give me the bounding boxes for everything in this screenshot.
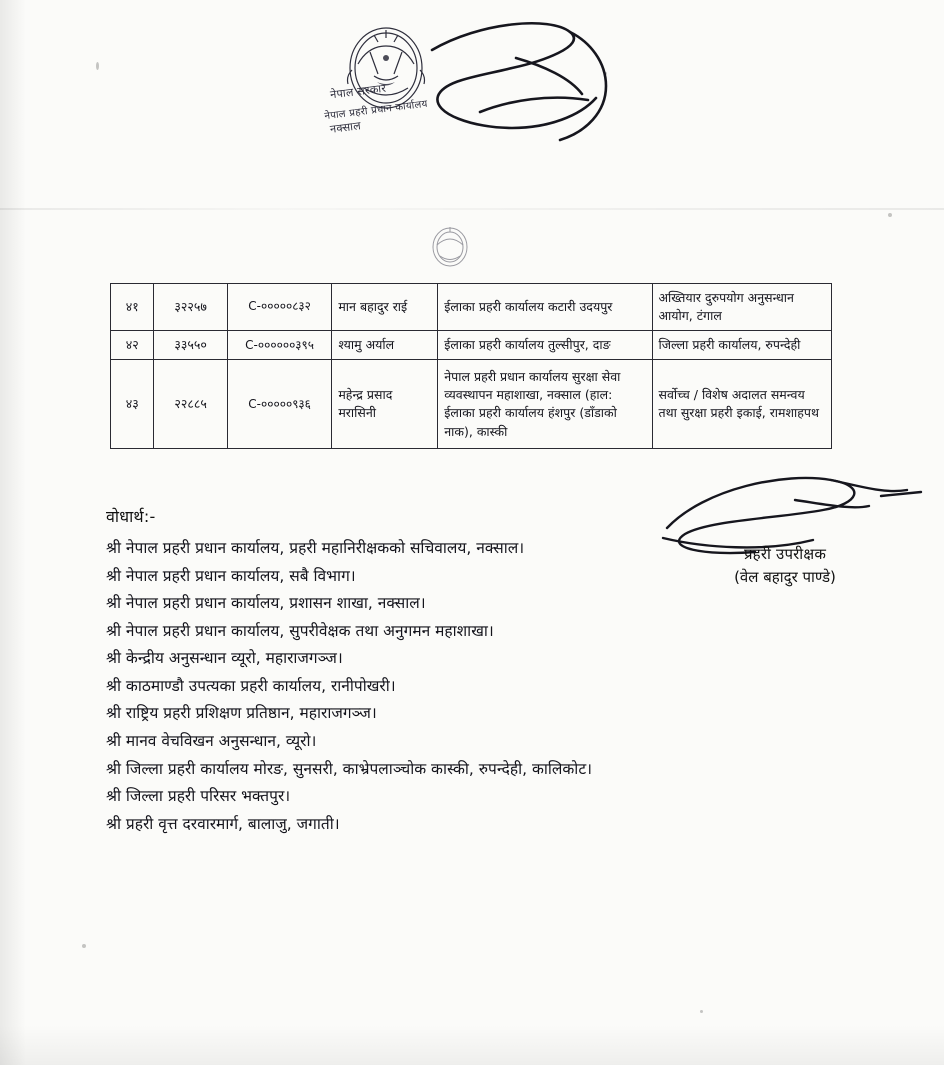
cell-personnel-id: २२८८५ [154, 360, 227, 449]
list-item: श्री काठमाण्डौ उपत्यका प्रहरी कार्यालय, रानीपोखरी। [106, 676, 396, 695]
stamp-line-3: नेपाल प्रहरी प्रधान कार्यालय [323, 98, 429, 123]
scan-speck [888, 213, 892, 217]
page-edge-shading-bottom [0, 1025, 944, 1065]
table-row [111, 284, 832, 331]
cell-destination-office: सर्वोच्च / विशेष अदालत समन्वय तथा सुरक्षा प्रहरी इकाई, रामशाहपथ [652, 360, 832, 449]
cell-officer-name: श्यामु अर्याल [332, 331, 438, 360]
list-item: श्री जिल्ला प्रहरी कार्यालय मोरङ, सुनसरी, काभ्रेपलाञ्चोक कास्की, रुपन्देही, कालिकोट। [106, 759, 593, 778]
header-block [0, 10, 944, 180]
list-item: श्री केन्द्रीय अनुसन्धान व्यूरो, महाराजगञ्ज। [106, 649, 343, 668]
list-item: श्री राष्ट्रिय प्रहरी प्रशिक्षण प्रतिष्ठान, महाराजगञ्ज। [106, 704, 377, 723]
cell-serial-number: ४१ [111, 284, 154, 331]
cell-personnel-id: ३३५५० [154, 331, 227, 360]
list-item: श्री नेपाल प्रहरी प्रधान कार्यालय, सबै विभाग। [106, 566, 356, 585]
cell-code: C-०००००९३६ [227, 360, 331, 449]
cell-code: C-००००००३९५ [227, 331, 331, 360]
table-row [111, 360, 832, 449]
cell-serial-number: ४३ [111, 360, 154, 449]
cell-personnel-id: ३२२५७ [154, 284, 227, 331]
scan-speck [700, 1010, 703, 1013]
signature-person-name: (वेल बहादुर पाण्डे) [734, 568, 836, 586]
transfer-table [110, 283, 832, 449]
table-row [111, 331, 832, 360]
transfer-table-wrapper [110, 283, 832, 449]
cell-destination-office: अख्तियार दुरुपयोग अनुसन्धान आयोग, टंगाल [652, 284, 832, 331]
distribution-list [106, 535, 726, 838]
list-item: श्री नेपाल प्रहरी प्रधान कार्यालय, सुपरीवेक्षक तथा अनुगमन महाशाखा। [106, 621, 494, 640]
scan-fold-line [0, 208, 944, 210]
list-item: श्री नेपाल प्रहरी प्रधान कार्यालय, प्रशासन शाखा, नक्साल। [106, 594, 426, 613]
cell-officer-name: महेन्द्र प्रसाद मरासिनी [332, 360, 438, 449]
stamp-line-1: नेपाल सरकार [329, 81, 387, 102]
list-item: श्री नेपाल प्रहरी प्रधान कार्यालय, प्रहरी महानिरीक्षकको सचिवालय, नक्साल। [106, 539, 525, 557]
list-item: श्री मानव वेचविखन अनुसन्धान, व्यूरो। [106, 732, 317, 751]
cell-officer-name: मान बहादुर राई [332, 284, 438, 331]
list-item: श्री प्रहरी वृत्त दरवारमार्ग, बालाजु, जगाती। [106, 814, 340, 833]
list-item: श्री जिल्ला प्रहरी परिसर भक्तपुर। [106, 787, 291, 806]
cell-destination-office: जिल्ला प्रहरी कार्यालय, रुपन्देही [652, 331, 832, 360]
cell-current-office: ईलाका प्रहरी कार्यालय तुल्सीपुर, दाङ [438, 331, 652, 360]
top-signature-mark [420, 16, 650, 156]
distribution-title: वोधार्थ:- [106, 507, 156, 526]
stamp-line-4: नक्साल [329, 119, 362, 136]
cell-current-office: ईलाका प्रहरी कार्यालय कटारी उदयपुर [438, 284, 652, 331]
signature-title: प्रहरी उपरीक्षक [743, 545, 827, 563]
scan-speck [82, 944, 86, 948]
distribution-section [106, 505, 726, 838]
cell-current-office: नेपाल प्रहरी प्रधान कार्यालय सुरक्षा सेवा व्यवस्थापन महाशाखा, नक्साल (हाल: ईलाका प्रहरी कार्यालय हंशपुर (डाँडाको नाक), कास्की [438, 360, 652, 449]
cell-code: C-०००००८३२ [227, 284, 331, 331]
cell-serial-number: ४२ [111, 331, 154, 360]
small-emblem-icon [424, 222, 476, 274]
